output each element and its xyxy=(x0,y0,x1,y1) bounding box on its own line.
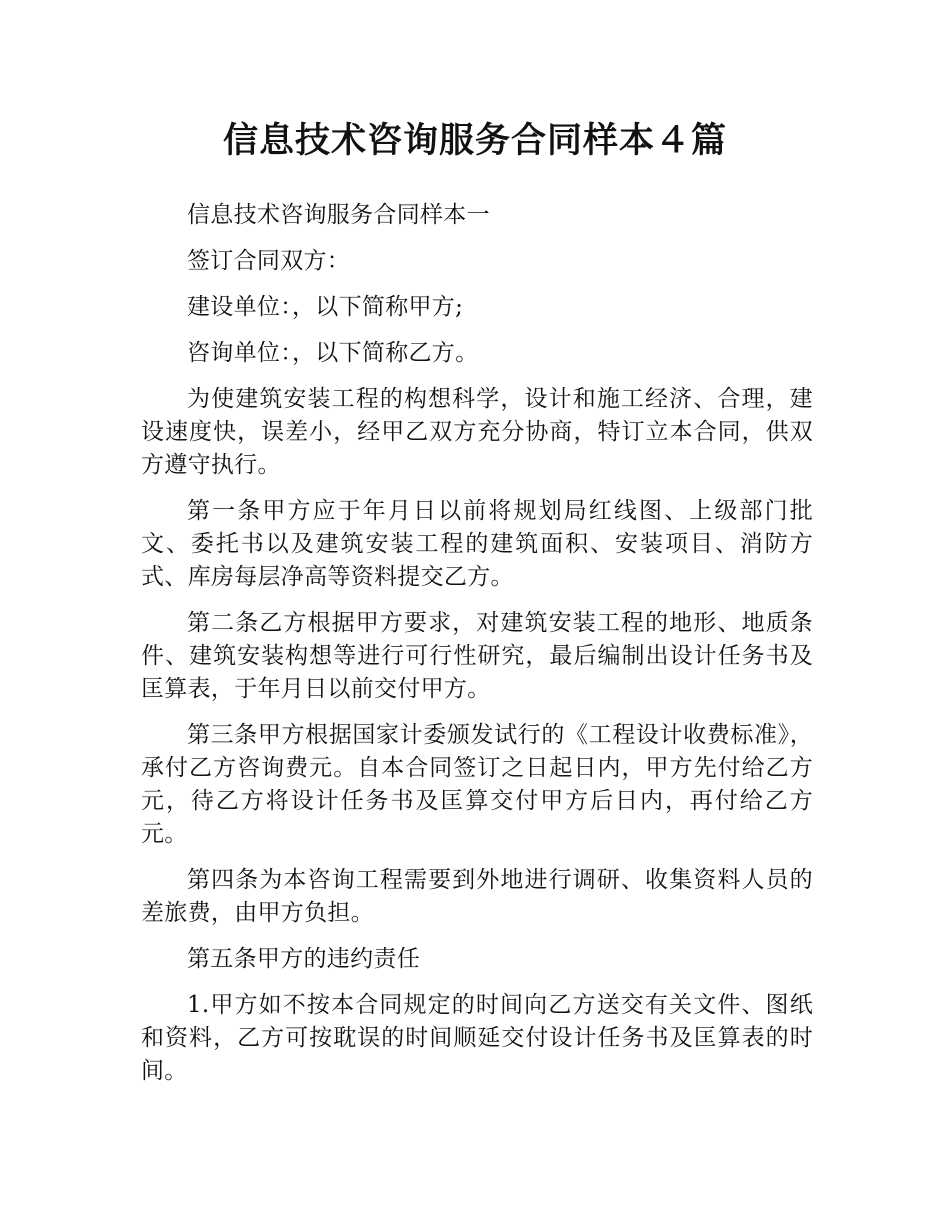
paragraph-parties: 签订合同双方： xyxy=(187,248,351,274)
paragraph-article-5: 第五条甲方的违约责任 xyxy=(187,946,420,972)
paragraph-article-1: 第一条甲方应于年月日以前将规划局红线图、上级部门批文、委托书以及建筑安装工程的建筑面积、安装项目、消防方式、库房每层净高等资料提交乙方。 xyxy=(141,498,813,590)
paragraph-sample-heading: 信息技术咨询服务合同样本一 xyxy=(187,202,490,228)
paragraph-purpose: 为使建筑安装工程的构想科学，设计和施工经济、合理，建设速度快，误差小，经甲乙双方充分协商，特订立本合同，供双方遵守执行。 xyxy=(141,386,813,478)
paragraph-party-a: 建设单位：，以下简称甲方; xyxy=(187,294,464,320)
document-title: 信息技术咨询服务合同样本４篇 xyxy=(222,121,727,161)
paragraph-article-4: 第四条为本咨询工程需要到外地进行调研、收集资料人员的差旅费，由甲方负担。 xyxy=(141,867,813,926)
paragraph-party-b: 咨询单位：，以下简称乙方。 xyxy=(187,340,479,366)
paragraph-article-3: 第三条甲方根据国家计委颁发试行的《工程设计收费标准》，承付乙方咨询费元。自本合同签订之日起日内，甲方先付给乙方元，待乙方将设计任务书及匡算交付甲方后日内，再付给乙方元。 xyxy=(141,722,813,847)
paragraph-clause-1: 1.甲方如不按本合同规定的时间向乙方送交有关文件、图纸和资料，乙方可按耽误的时间顺延交付设计任务书及匡算表的时间。 xyxy=(141,992,813,1084)
document-body xyxy=(141,199,813,1101)
paragraph-article-2: 第二条乙方根据甲方要求，对建筑安装工程的地形、地质条件、建筑安装构想等进行可行性研究，最后编制出设计任务书及匡算表，于年月日以前交付甲方。 xyxy=(141,610,813,702)
